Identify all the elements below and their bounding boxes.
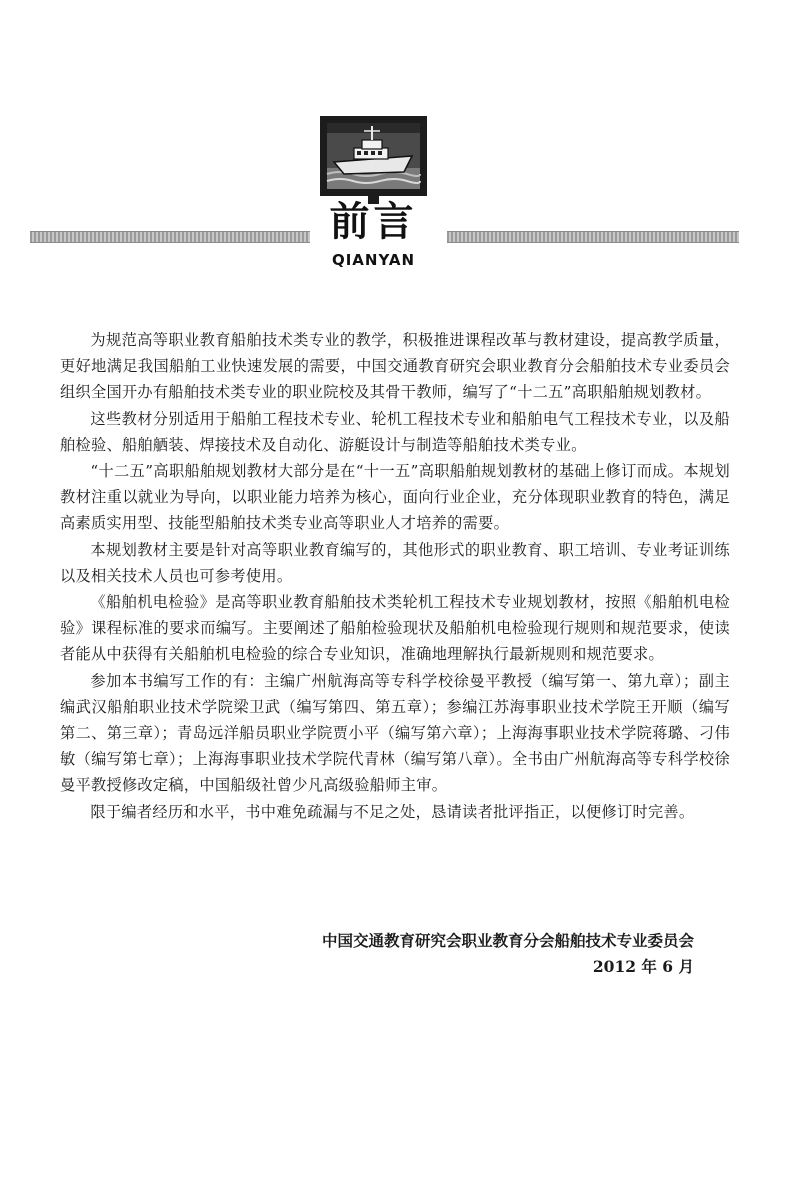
signature-block [322, 928, 694, 980]
preface-body [60, 327, 730, 825]
decorative-bar-left [30, 231, 310, 243]
page-header [0, 0, 790, 290]
paragraph: 这些教材分别适用于船舶工程技术专业、轮机工程技术专业和船舶电气工程技术专业，以及船舶检验、船舶舾装、焊接技术及自动化、游艇设计与制造等船舶技术类专业。 [60, 409, 730, 454]
paragraph: 为规范高等职业教育船舶技术类专业的教学，积极推进课程改革与教材建设，提高教学质量，更好地满足我国船舶工业快速发展的需要，中国交通教育研究会职业教育分会船舶技术专业委员会组织全国开办有船舶技术类专业的职业院校及其骨干教师，编写了“十二五”高职船舶规划教材。 [60, 331, 730, 402]
paragraph: 参加本书编写工作的有：主编广州航海高等专科学校徐曼平教授（编写第一、第九章）；副主编武汉船舶职业技术学院梁卫武（编写第四、第五章）；参编江苏海事职业技术学院王开顺（编写第二、第三章）；青岛远洋船员职业学院贾小平（编写第六章）；上海海事职业技术学院蒋璐、刁伟敏（编写第七章）；上海海事职业技术学院代青林（编写第八章）。全书由广州航海高等专科学校徐曼平教授修改定稿，中国船级社曾少凡高级验船师主审。 [60, 671, 730, 795]
paragraph: 本规划教材主要是针对高等职业教育编写的，其他形式的职业教育、职工培训、专业考证训练以及相关技术人员也可参考使用。 [60, 540, 730, 585]
paragraph: “十二五”高职船舶规划教材大部分是在“十一五”高职船舶规划教材的基础上修订而成。本规划教材注重以就业为导向，以职业能力培养为核心，面向行业企业，充分体现职业教育的特色，满足高素质实用型、技能型船舶技术类专业高等职业人才培养的需要。 [60, 462, 730, 533]
decorative-bar-right [447, 231, 739, 243]
signature-organization: 中国交通教育研究会职业教育分会船舶技术专业委员会 [321, 931, 694, 950]
paragraph: 《船舶机电检验》是高等职业教育船舶技术类轮机工程技术专业规划教材，按照《船舶机电检验》课程标准的要求而编写。主要阐述了船舶检验现状及船舶机电检验现行规则和规范要求，使读者能从中获得有关船舶机电检验的综合专业知识，准确地理解执行最新规则和规范要求。 [60, 593, 730, 664]
page-title: 前言 [329, 199, 418, 245]
signature-date: 2012 年 6 月 [592, 957, 694, 976]
page-title-pinyin: QIANYAN [331, 251, 416, 269]
paragraph: 限于编者经历和水平，书中难免疏漏与不足之处，恳请读者批评指正，以便修订时完善。 [90, 802, 695, 821]
